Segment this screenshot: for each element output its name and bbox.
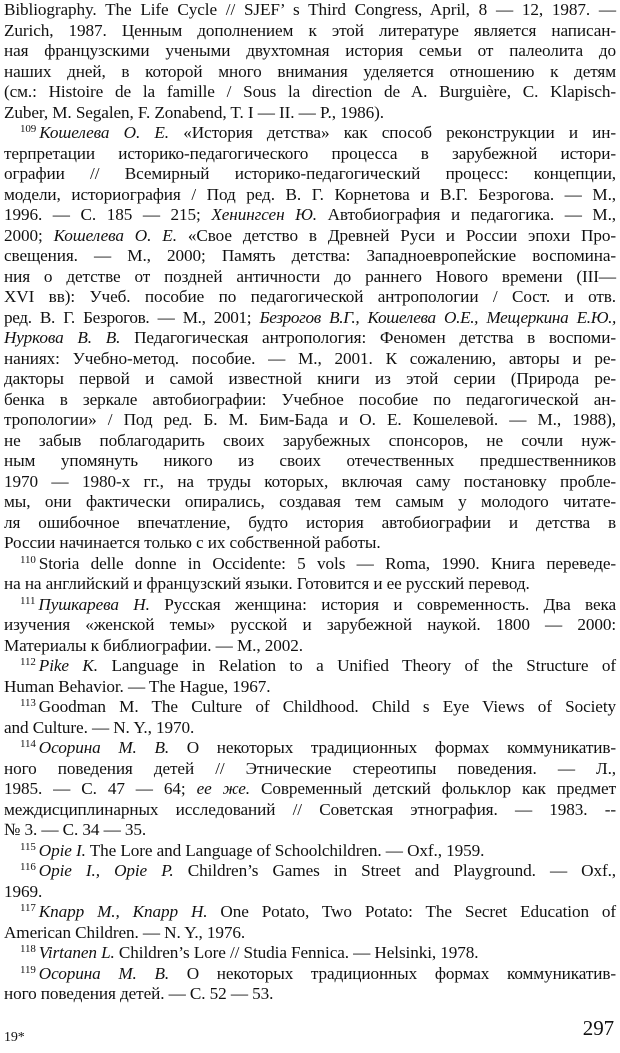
text-line: 1969. [4,881,43,901]
page-footer [4,1018,616,1048]
text-line: Human Behavior. — The Hague, 1967. [4,676,271,696]
text-segment: Language in Relation to a Unified Theory of the Structure of [97,656,617,675]
author: Virtanen L. [38,943,115,962]
text-line: не забыв поблагодарить своих зарубежных спонсоров, не сочли нуж- [4,430,616,450]
footnotes-text [4,0,616,1005]
text-segment: Storia delle donne in Occidente: 5 vols — Roma, 1990. Книга переведе- [38,553,616,573]
footnote-number: 116 [20,861,36,873]
footnote-110 [4,554,616,575]
text-line: модели, историография / Под ред. В. Г. Корнетова и В.Г. Безрогова. — М., [4,184,616,204]
author: Осорина М. В. [38,963,170,983]
text-line: на на английский и французский языки. Готовится и ее русский перевод. [4,574,530,593]
text-segment: Children’s Games in Street and Playground. — Oxf., [173,861,616,880]
footnote-number: 118 [20,943,36,955]
text-segment: Автобиография и педагогика. — М., [316,205,616,224]
text-line: ным упомянуть никого из своих отечественных предшественников [4,451,616,470]
footnote-116 [4,861,616,882]
author: Pike K. [38,656,98,675]
text-line: ния о детстве от поздней античности до раннего Нового времени (III— [4,266,616,286]
text-segment: «История детства» как способ реконструкции и ин- [169,123,617,142]
text-line: № 3. — С. 34 — 35. [4,820,147,839]
text-segment: Педагогическая антропология: Феномен детства в воспоми- [120,328,616,347]
text-line [4,205,616,226]
footnote-113 [4,697,616,718]
text-line: Zuber, M. Segalen, F. Zonabend, T. I — II. — P., 1986). [4,102,384,122]
text-segment: «Свое детство в Древней Руси и России эпохи Про- [176,225,616,245]
author: Хенингсен Ю. [211,205,317,224]
text-segment: Children’s Lore // Studia Fennica. — Helsinki, 1978. [114,943,479,962]
text-segment: 2000; [4,225,54,245]
text-line: свещения. — М., 2000; Память детства: Западноевропейские воспомина- [4,246,616,265]
text-line: ля ошибочное впечатление, будто история автобиографии и детства в [4,512,616,532]
page-number: 297 [582,1016,614,1040]
text-line: изучения «женской темы» русской и зарубежной наукой. 1800 — 2000: [4,615,616,634]
footnote-111 [4,595,616,616]
text-segment: О некоторых традиционных формах коммуникатив- [169,963,616,983]
text-line: Материалы к библиографии. — М., 2002. [4,635,303,655]
footnote-number: 114 [20,738,36,750]
text-segment: The Lore and Language of Schoolchildren. — Oxf., 1959. [85,840,485,860]
footnote-number: 110 [20,553,36,566]
author: Нуркова В. В. [4,328,121,347]
text-segment: Goodman M. The Culture of Childhood. Child s Eye Views of Society [38,697,616,716]
ibid: ее же. [196,779,251,798]
signature-mark: 19* [4,1030,25,1045]
text-segment: 1985. — С. 47 — 64; [4,779,197,798]
text-segment: 1996. — С. 185 — 215; [4,205,212,224]
text-line [4,308,616,329]
footnote-number: 117 [20,902,36,914]
text-line: междисциплинарных исследований // Советская этнография. — 1983. -- [4,799,616,819]
footnote-number: 119 [20,963,36,976]
footnote-number: 109 [20,123,37,135]
text-segment: О некоторых традиционных формах коммуникатив- [169,738,616,757]
author: Opie I., Opie P. [38,861,174,880]
text-line: тропологии» / Под ред. Б. М. Бим-Бада и О. Е. Кошелевой. — М., 1988), [4,410,616,429]
text-line: Bibliography. The Life Cycle // SJEF’ s Third Congress, April, 8 — 12, 1987. — [4,0,616,19]
text-segment: One Potato, Two Potato: The Secret Education of [207,902,617,921]
text-line: дакторы первой и самой известной книги из этой серии (Природа ре- [4,369,616,388]
text-line: American Children. — N. Y., 1976. [4,922,246,942]
text-line: наших дней, в которой много внимания уделяется отношению к детям [4,61,616,81]
text-line [4,226,616,247]
author: Кошелева О. Е. [53,225,177,245]
footnote-115 [4,841,616,862]
footnote-112 [4,656,616,677]
footnote-number: 113 [20,697,36,709]
text-line: бенка в зеркале автобиографии: Учебное пособие по педагогической ан- [4,389,616,409]
text-line: ного поведения детей. — С. 52 — 53. [4,984,274,1003]
text-line: XVI вв): Учеб. пособие по педагогической антропологии / Сост. и отв. [4,287,616,306]
text-line: ного поведения детей // Этнические стереотипы поведения. — Л., [4,758,616,778]
text-line: России начинается только с их собственной работы. [4,533,381,552]
footnote-number: 115 [20,840,36,853]
footnote-114 [4,738,616,759]
authors: Безрогов В.Г., Кошелева О.Е., Мещеркина Е.Ю., [259,307,616,327]
author: Кошелева О. Е. [39,123,170,142]
text-segment: Русская женщина: история и современность. Два века [149,594,617,614]
text-line: терпретации историко-педагогического процесса в зарубежной истори- [4,143,616,163]
text-line: and Culture. — N. Y., 1970. [4,717,195,737]
author: Knapp M., Knapp H. [38,902,208,921]
footnote-109 [4,123,616,144]
text-line: ографии // Всемирный историко-педагогический процесс: концепции, [4,164,616,183]
text-line: ная французскими учеными двухтомная история семьи от палеолита до [4,41,616,60]
footnote-119 [4,964,616,985]
text-line: наниях: Учебно-метод. пособие. — М., 2001. К сожалению, авторы и ре- [4,348,616,368]
text-line [4,328,616,349]
footnote-number: 112 [20,656,36,668]
text-line [4,779,616,800]
footnote-117 [4,902,616,923]
author: Осорина М. В. [38,738,170,757]
author: Пушкарева Н. [38,594,150,614]
text-line: Zurich, 1987. Ценным дополнением к этой литературе является написан- [4,20,616,40]
text-line: 1970 — 1980-х гг., на труды которых, включая саму постановку пробле- [4,471,616,491]
text-segment: Современный детский фольклор как предмет [250,779,616,798]
text-segment: ред. В. Г. Безрогов. — М., 2001; [4,307,260,327]
footnote-118 [4,943,616,964]
text-line: (см.: Histoire de la famille / Sous la direction de A. Burguière, C. Klapisch- [4,82,616,101]
text-line: мы, они фактически опирались, создавая тем самым у молодого читате- [4,492,616,511]
footnote-number: 111 [20,594,36,607]
author: Opie I. [38,840,86,860]
